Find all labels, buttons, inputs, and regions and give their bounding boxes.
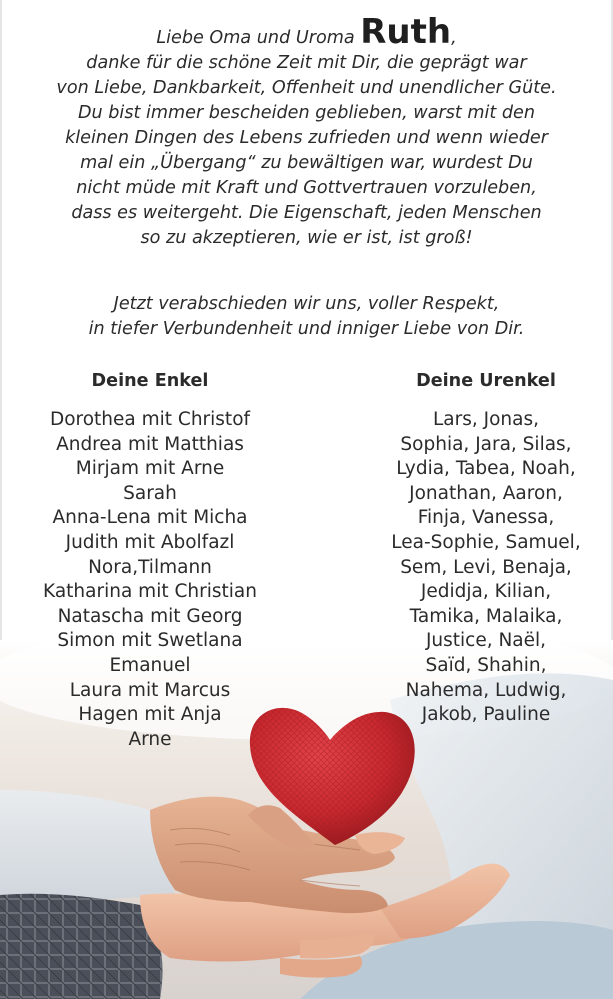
grandchild-name: Judith mit Abolfazl	[65, 531, 235, 553]
great-grandchild-names: Tamika, Malaika,	[409, 605, 563, 627]
tribute-line: dass es weitergeht. Die Eigenschaft, jeden Menschen	[71, 203, 542, 223]
grandchildren-heading: Deine Enkel	[91, 371, 209, 391]
grandchild-name: Arne	[128, 728, 172, 750]
grandchild-name: Laura mit Marcus	[69, 679, 231, 701]
farewell-text	[0, 292, 613, 342]
great-grandchildren-heading: Deine Urenkel	[416, 371, 556, 391]
tribute-line: von Liebe, Dankbarkeit, Offenheit und unendlicher Güte.	[56, 78, 557, 98]
grandchild-name: Andrea mit Matthias	[56, 433, 244, 455]
grandchild-name: Katharina mit Christian	[43, 581, 257, 603]
great-grandchildren-list	[360, 408, 612, 728]
tribute-line: Du bist immer bescheiden geblieben, warst mit den	[77, 103, 536, 123]
grandchild-name: Natascha mit Georg	[57, 605, 243, 627]
great-grandchild-names: Lars, Jonas,	[432, 409, 539, 430]
great-grandchild-names: Saïd, Shahin,	[425, 654, 547, 676]
tribute-line: so zu akzeptieren, wie er ist, ist groß!	[140, 228, 473, 248]
tribute-line: nicht müde mit Kraft und Gottvertrauen vorzuleben,	[76, 178, 537, 198]
grandchildren-list	[18, 408, 282, 752]
great-grandchild-names: Sophia, Jara, Silas,	[400, 433, 572, 455]
great-grandchild-names: Jonathan, Aaron,	[409, 482, 563, 504]
grandchild-name: Simon mit Swetlana	[57, 630, 243, 652]
tribute-line: mal ein „Übergang“ zu bewältigen war, wurdest Du	[80, 153, 533, 173]
grandchild-name: Nora,Tilmann	[88, 556, 212, 578]
great-grandchild-names: Jakob, Pauline	[421, 704, 551, 726]
great-grandchild-names: Sem, Levi, Benaja,	[400, 556, 572, 578]
tribute-line: kleinen Dingen des Lebens zufrieden und wenn wieder	[65, 128, 548, 148]
grandchild-name: Emanuel	[109, 654, 191, 676]
great-grandchild-names: Finja, Vanessa,	[417, 507, 555, 529]
farewell-line: in tiefer Verbundenheit und inniger Liebe von Dir.	[88, 319, 525, 339]
great-grandchild-names: Lydia, Tabea, Noah,	[396, 458, 576, 480]
grandchild-name: Sarah	[123, 482, 177, 504]
greeting-comma: ,	[451, 28, 457, 48]
grandchild-name: Dorothea mit Christof	[49, 409, 251, 430]
farewell-line: Jetzt verabschieden wir uns, voller Respekt,	[113, 294, 500, 314]
grandchild-name: Anna-Lena mit Micha	[52, 507, 248, 529]
grandchild-name: Hagen mit Anja	[78, 704, 222, 726]
great-grandchild-names: Jedidja, Kilian,	[420, 581, 552, 603]
deceased-name: Ruth	[360, 12, 452, 52]
tribute-text	[0, 12, 613, 251]
great-grandchild-names: Lea-Sophie, Samuel,	[391, 531, 581, 553]
great-grandchild-names: Nahema, Ludwig,	[405, 679, 567, 701]
greeting: Liebe Oma und Uroma	[156, 28, 355, 48]
tribute-line: danke für die schöne Zeit mit Dir, die geprägt war	[86, 53, 527, 73]
grandchild-name: Mirjam mit Arne	[75, 458, 225, 480]
great-grandchild-names: Justice, Naël,	[425, 630, 547, 652]
greeting-line	[0, 12, 613, 52]
